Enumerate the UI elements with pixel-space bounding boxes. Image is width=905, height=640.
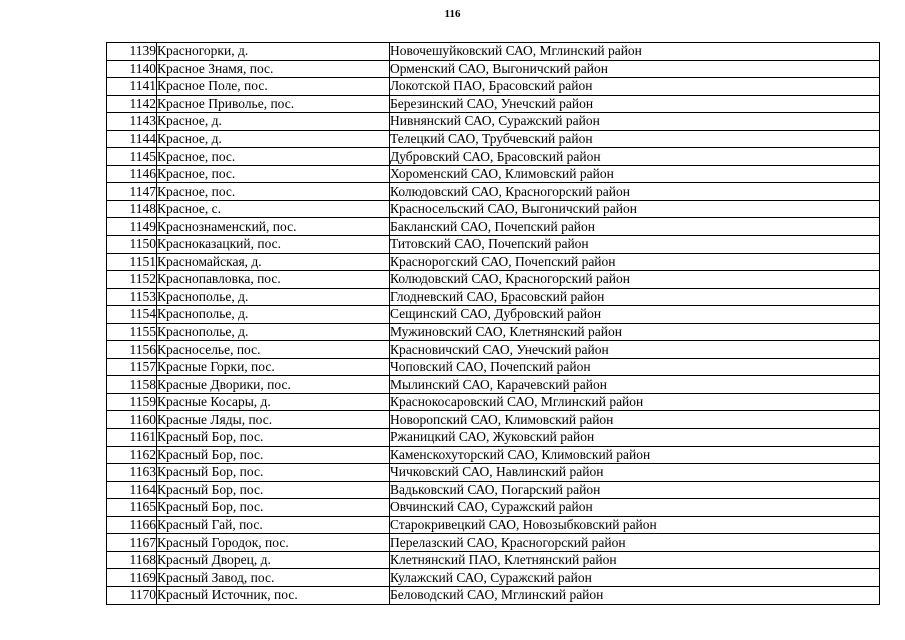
table-row xyxy=(107,165,880,183)
administration-cell: Мылинский САО, Карачевский район xyxy=(390,376,880,394)
row-number-cell: 1164 xyxy=(107,481,157,499)
row-number-cell: 1147 xyxy=(107,183,157,201)
table-row xyxy=(107,236,880,254)
table-row xyxy=(107,551,880,569)
administration-cell: Чичковский САО, Навлинский район xyxy=(390,464,880,482)
table-row xyxy=(107,446,880,464)
page-number: 116 xyxy=(444,8,461,20)
administration-cell: Хороменский САО, Климовский район xyxy=(390,165,880,183)
table-row xyxy=(107,323,880,341)
table-row xyxy=(107,464,880,482)
row-number-cell: 1165 xyxy=(107,499,157,517)
administration-cell: Колюдовский САО, Красногорский район xyxy=(390,271,880,289)
administration-cell: Чоповский САО, Почепский район xyxy=(390,358,880,376)
settlement-name-cell: Красное, пос. xyxy=(157,148,390,166)
table-row xyxy=(107,218,880,236)
row-number-cell: 1152 xyxy=(107,271,157,289)
table-row xyxy=(107,534,880,552)
table-row xyxy=(107,499,880,517)
row-number-cell: 1151 xyxy=(107,253,157,271)
settlement-name-cell: Красный Дворец, д. xyxy=(157,551,390,569)
settlement-name-cell: Красные Косары, д. xyxy=(157,393,390,411)
table-row xyxy=(107,393,880,411)
row-number-cell: 1149 xyxy=(107,218,157,236)
settlement-name-cell: Красное Привольe, пос. xyxy=(157,95,390,113)
row-number-cell: 1144 xyxy=(107,130,157,148)
row-number-cell: 1146 xyxy=(107,165,157,183)
administration-cell: Телецкий САО, Трубчевский район xyxy=(390,130,880,148)
settlement-name-cell: Красные Дворики, пос. xyxy=(157,376,390,394)
administration-cell: Новочешуйковский САО, Мглинский район xyxy=(390,43,880,61)
table-row xyxy=(107,95,880,113)
settlement-name-cell: Красномайская, д. xyxy=(157,253,390,271)
row-number-cell: 1155 xyxy=(107,323,157,341)
settlements-table xyxy=(106,42,880,605)
row-number-cell: 1141 xyxy=(107,78,157,96)
row-number-cell: 1158 xyxy=(107,376,157,394)
settlement-name-cell: Красный Бор, пос. xyxy=(157,481,390,499)
row-number-cell: 1166 xyxy=(107,516,157,534)
row-number-cell: 1162 xyxy=(107,446,157,464)
administration-cell: Титовский САО, Почепский район xyxy=(390,236,880,254)
administration-cell: Нивнянский САО, Суражский район xyxy=(390,113,880,131)
settlement-name-cell: Красный Гай, пос. xyxy=(157,516,390,534)
administration-cell: Красносельский САО, Выгоничский район xyxy=(390,200,880,218)
settlement-name-cell: Красный Бор, пос. xyxy=(157,499,390,517)
administration-cell: Березинский САО, Унечский район xyxy=(390,95,880,113)
settlement-name-cell: Красное, пос. xyxy=(157,165,390,183)
row-number-cell: 1143 xyxy=(107,113,157,131)
row-number-cell: 1153 xyxy=(107,288,157,306)
table-row xyxy=(107,253,880,271)
row-number-cell: 1156 xyxy=(107,341,157,359)
row-number-cell: 1154 xyxy=(107,306,157,324)
table-row xyxy=(107,306,880,324)
settlement-name-cell: Красное Поле, пос. xyxy=(157,78,390,96)
row-number-cell: 1139 xyxy=(107,43,157,61)
row-number-cell: 1159 xyxy=(107,393,157,411)
settlement-name-cell: Красноселье, пос. xyxy=(157,341,390,359)
table-row xyxy=(107,183,880,201)
administration-cell: Краснорогский САО, Почепский район xyxy=(390,253,880,271)
table-row xyxy=(107,78,880,96)
table-row xyxy=(107,113,880,131)
row-number-cell: 1167 xyxy=(107,534,157,552)
row-number-cell: 1160 xyxy=(107,411,157,429)
row-number-cell: 1168 xyxy=(107,551,157,569)
settlement-name-cell: Красное, с. xyxy=(157,200,390,218)
settlement-name-cell: Красный Источник, пос. xyxy=(157,586,390,604)
settlement-name-cell: Краснополье, д. xyxy=(157,306,390,324)
settlement-name-cell: Красное, д. xyxy=(157,130,390,148)
administration-cell: Перелазский САО, Красногорский район xyxy=(390,534,880,552)
table-row xyxy=(107,569,880,587)
settlement-name-cell: Красногорки, д. xyxy=(157,43,390,61)
administration-cell: Ржаницкий САО, Жуковский район xyxy=(390,429,880,447)
table-row xyxy=(107,43,880,61)
settlement-name-cell: Красное, пос. xyxy=(157,183,390,201)
settlement-name-cell: Краснополье, д. xyxy=(157,288,390,306)
administration-cell: Мужиновский САО, Клетнянский район xyxy=(390,323,880,341)
settlement-name-cell: Краснополье, д. xyxy=(157,323,390,341)
administration-cell: Колюдовский САО, Красногорский район xyxy=(390,183,880,201)
settlement-name-cell: Красноказацкий, пос. xyxy=(157,236,390,254)
row-number-cell: 1163 xyxy=(107,464,157,482)
administration-cell: Сещинский САО, Дубровский район xyxy=(390,306,880,324)
administration-cell: Вадьковский САО, Погарский район xyxy=(390,481,880,499)
administration-cell: Бакланский САО, Почепский район xyxy=(390,218,880,236)
settlement-name-cell: Красный Бор, пос. xyxy=(157,464,390,482)
table-row xyxy=(107,200,880,218)
table-row xyxy=(107,358,880,376)
table-row xyxy=(107,376,880,394)
settlement-name-cell: Красное, д. xyxy=(157,113,390,131)
table-row xyxy=(107,411,880,429)
row-number-cell: 1170 xyxy=(107,586,157,604)
table-row xyxy=(107,341,880,359)
settlement-name-cell: Красный Бор, пос. xyxy=(157,446,390,464)
administration-cell: Клетнянский ПАО, Клетнянский район xyxy=(390,551,880,569)
table-row xyxy=(107,288,880,306)
administration-cell: Дубровский САО, Брасовский район xyxy=(390,148,880,166)
administration-cell: Краснокосаровский САО, Мглинский район xyxy=(390,393,880,411)
administration-cell: Беловодский САО, Мглинский район xyxy=(390,586,880,604)
row-number-cell: 1150 xyxy=(107,236,157,254)
administration-cell: Красновичский САО, Унечский район xyxy=(390,341,880,359)
settlement-name-cell: Красные Горки, пос. xyxy=(157,358,390,376)
settlement-name-cell: Красное Знамя, пос. xyxy=(157,60,390,78)
row-number-cell: 1142 xyxy=(107,95,157,113)
table-row xyxy=(107,60,880,78)
table-row xyxy=(107,429,880,447)
settlement-name-cell: Красный Бор, пос. xyxy=(157,429,390,447)
table-row xyxy=(107,586,880,604)
table-row xyxy=(107,516,880,534)
row-number-cell: 1169 xyxy=(107,569,157,587)
row-number-cell: 1157 xyxy=(107,358,157,376)
table-row xyxy=(107,148,880,166)
settlement-name-cell: Красные Ляды, пос. xyxy=(157,411,390,429)
table-body xyxy=(107,43,880,605)
row-number-cell: 1140 xyxy=(107,60,157,78)
administration-cell: Глодневский САО, Брасовский район xyxy=(390,288,880,306)
administration-cell: Локотской ПАО, Брасовский район xyxy=(390,78,880,96)
settlement-name-cell: Красный Городок, пос. xyxy=(157,534,390,552)
table-row xyxy=(107,481,880,499)
settlement-name-cell: Краснознаменский, пос. xyxy=(157,218,390,236)
row-number-cell: 1161 xyxy=(107,429,157,447)
administration-cell: Кулажский САО, Суражский район xyxy=(390,569,880,587)
table-row xyxy=(107,130,880,148)
settlement-name-cell: Красный Завод, пос. xyxy=(157,569,390,587)
administration-cell: Орменский САО, Выгоничский район xyxy=(390,60,880,78)
table-row xyxy=(107,271,880,289)
row-number-cell: 1148 xyxy=(107,200,157,218)
row-number-cell: 1145 xyxy=(107,148,157,166)
administration-cell: Каменскохуторский САО, Климовский район xyxy=(390,446,880,464)
administration-cell: Старокривецкий САО, Новозыбковский район xyxy=(390,516,880,534)
administration-cell: Новоропский САО, Климовский район xyxy=(390,411,880,429)
administration-cell: Овчинский САО, Суражский район xyxy=(390,499,880,517)
settlement-name-cell: Краснопавловка, пос. xyxy=(157,271,390,289)
